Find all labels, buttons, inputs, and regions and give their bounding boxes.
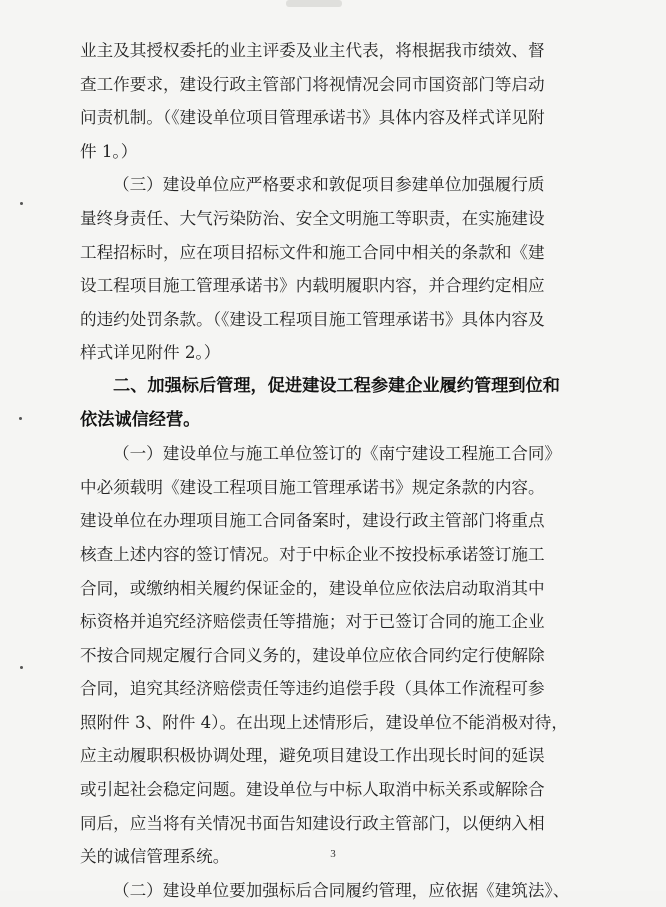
text-line: 查工作要求，建设行政主管部门将视情况会同市国资部门等启动 (80, 74, 545, 94)
section-heading-line: 依法诚信经营。 (80, 409, 201, 430)
text-line: 关的诚信管理系统。 (80, 847, 230, 867)
text-line: 的违约处罚条款。（《建设工程项目施工管理承诺书》具体内容及 (80, 309, 545, 329)
text-line: 建设单位在办理项目施工合同备案时，建设行政主管部门将重点 (80, 511, 545, 531)
text-line: 同后，应当将有关情况书面告知建设行政主管部门，以便纳入相 (80, 813, 545, 833)
text-line: 设工程项目施工管理承诺书》内载明履职内容，并合理约定相应 (80, 276, 545, 296)
text-line: 量终身责任、大气污染防治、安全文明施工等职责，在实施建设 (80, 208, 545, 228)
text-line: 不按合同规定履行合同义务的，建设单位应依合同约定行使解除 (80, 645, 545, 665)
text-line: 中必须载明《建设工程项目施工管理承诺书》规定条款的内容。 (80, 477, 545, 497)
text-line: 合同，追究其经济赔偿责任等违约追偿手段（具体工作流程可参 (80, 679, 545, 699)
text-line: 问责机制。（《建设单位项目管理承诺书》具体内容及样式详见附 (80, 108, 545, 128)
text-line: 合同，或缴纳相关履约保证金的，建设单位应依法启动取消其中 (80, 578, 545, 598)
scan-speck (20, 666, 23, 669)
scan-speck (20, 202, 23, 205)
scan-smudge (286, 0, 342, 7)
text-line: 或引起社会稳定问题。建设单位与中标人取消中标关系或解除合 (80, 780, 545, 800)
text-line: 样式详见附件 2。） (80, 343, 221, 363)
text-line: 工程招标时，应在项目招标文件和施工合同中相关的条款和《建 (80, 242, 545, 262)
text-line: 应主动履职积极协调处理，避免项目建设工作出现长时间的延误 (80, 746, 545, 766)
body-text (80, 34, 610, 907)
paragraph-start-line: （二）建设单位要加强标后合同履约管理，应依据《建筑法》、 (113, 880, 570, 900)
page-number: 3 (330, 848, 336, 860)
paragraph-start-line: （一）建设单位与施工单位签订的《南宁建设工程施工合同》 (113, 444, 562, 464)
scan-speck (19, 417, 22, 420)
text-line: 件 1。） (80, 141, 138, 161)
section-heading-line: 二、加强标后管理，促进建设工程参建企业履约管理到位和 (113, 375, 560, 396)
text-line: 业主及其授权委托的业主评委及业主代表，将根据我市绩效、督 (80, 41, 545, 60)
text-line: 照附件 3、附件 4）。在出现上述情形后，建设单位不能消极对待， (80, 712, 568, 732)
paragraph-start-line: （三）建设单位应严格要求和敦促项目参建单位加强履行质 (113, 175, 545, 195)
text-line: 核查上述内容的签订情况。对于中标企业不按投标承诺签订施工 (80, 544, 545, 564)
text-line: 标资格并追究经济赔偿责任等措施；对于已签订合同的施工企业 (80, 612, 545, 632)
